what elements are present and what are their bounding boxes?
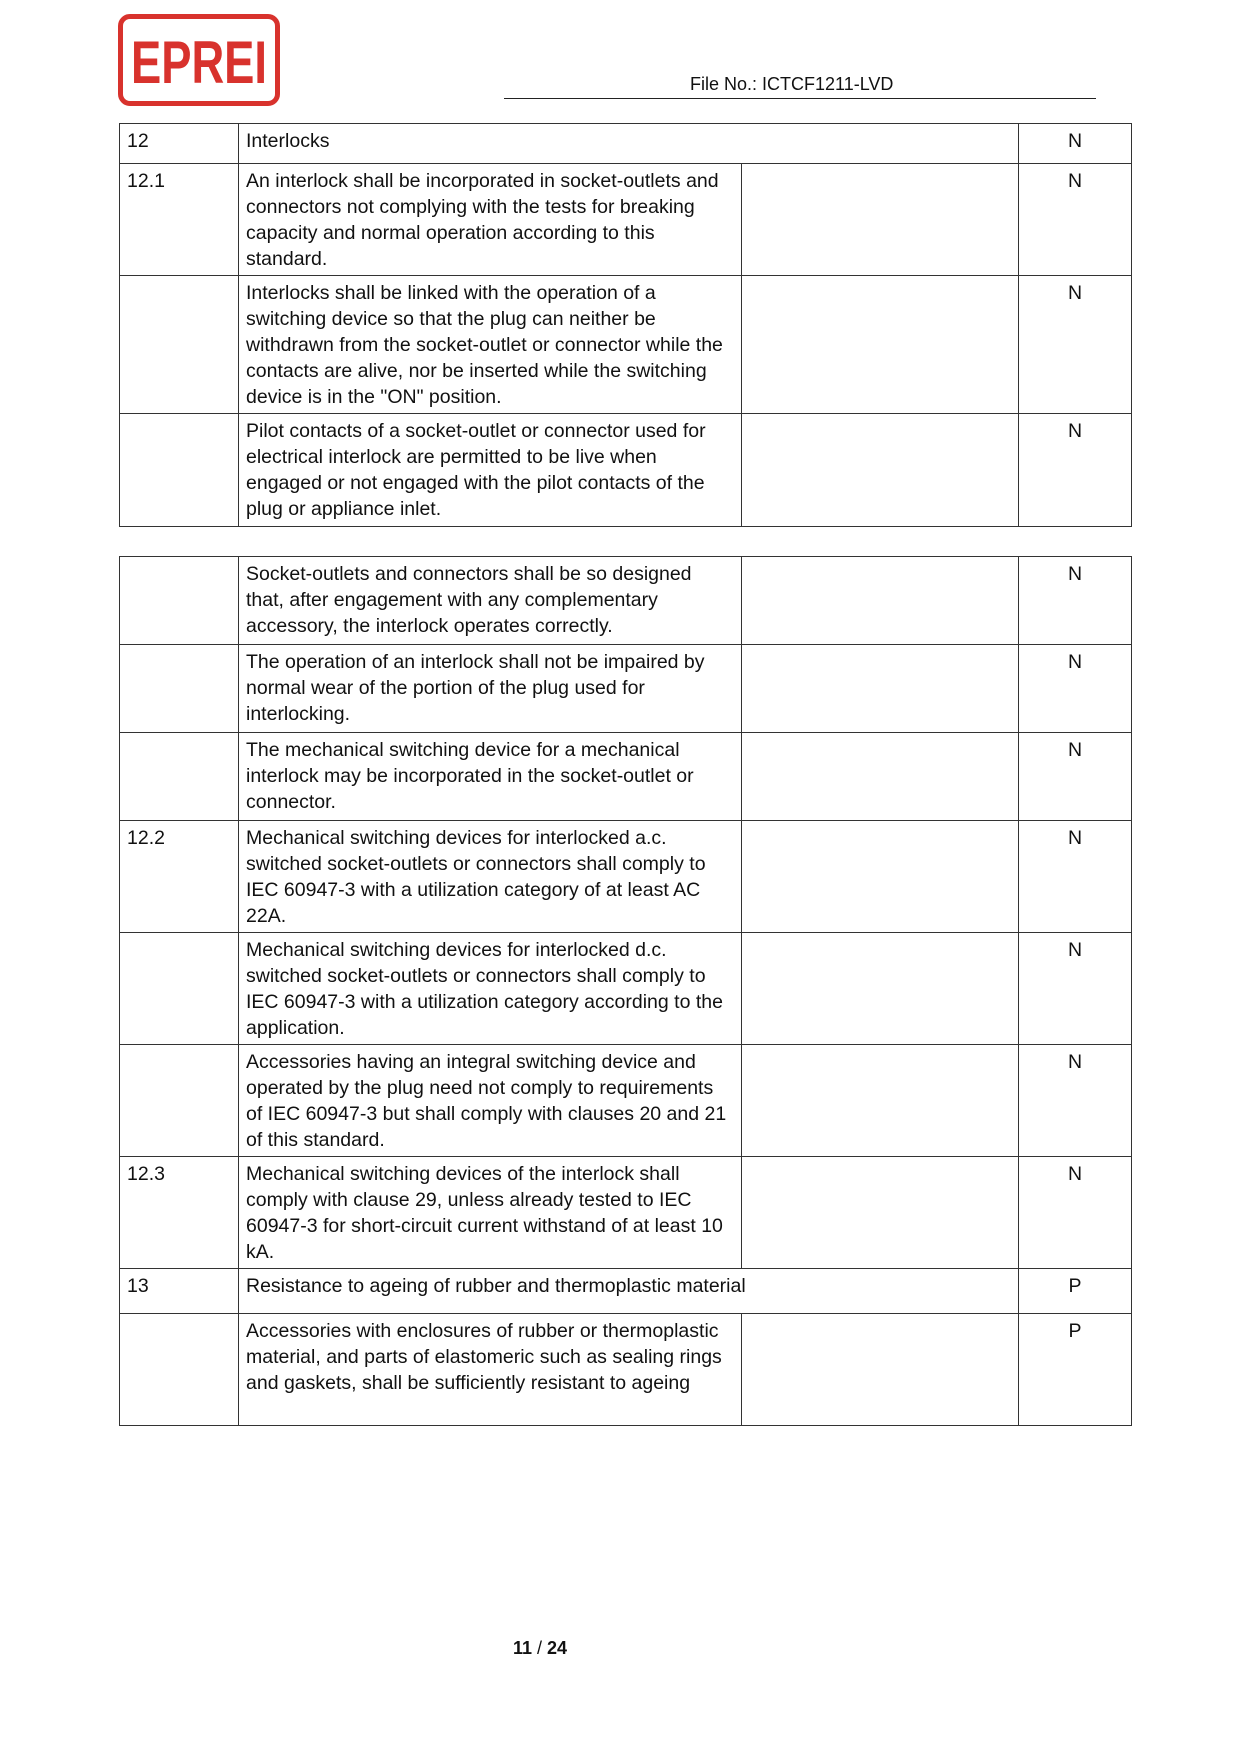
table-row <box>120 557 1132 645</box>
requirement-text: Accessories having an integral switching device and operated by the plug need not comply to requirements of IEC 60947-3 but shall comply with clauses 20 and 21 of this standard. <box>239 1045 742 1157</box>
verdict-cell: N <box>1019 1045 1132 1157</box>
requirement-text: Mechanical switching devices for interlocked d.c. switched socket-outlets or connectors shall comply to IEC 60947-3 with a utilization category according to the application. <box>239 933 742 1045</box>
table-row <box>120 733 1132 821</box>
clause-number: 12 <box>120 124 239 164</box>
clause-number <box>120 1314 239 1426</box>
verdict-cell: N <box>1019 821 1132 933</box>
table-row <box>120 1269 1132 1314</box>
verdict-cell: N <box>1019 645 1132 733</box>
verdict-cell: N <box>1019 276 1132 414</box>
result-cell <box>742 557 1019 645</box>
logo-text: EPREI <box>131 29 267 96</box>
result-cell <box>742 933 1019 1045</box>
result-cell <box>742 645 1019 733</box>
table-row <box>120 933 1132 1045</box>
table-row <box>120 276 1132 414</box>
result-cell <box>742 164 1019 276</box>
page-separator: / <box>531 1638 547 1658</box>
header-divider <box>504 98 1096 99</box>
verdict-cell: N <box>1019 164 1132 276</box>
clause-number: 13 <box>120 1269 239 1314</box>
requirement-text: Accessories with enclosures of rubber or thermoplastic material, and parts of elastomeric such as sealing rings and gaskets, shall be sufficiently resistant to ageing <box>239 1314 742 1426</box>
file-number: File No.: ICTCF1211-LVD <box>690 74 894 94</box>
verdict-cell: N <box>1019 124 1132 164</box>
result-cell <box>742 1314 1019 1426</box>
clause-number: 12.1 <box>120 164 239 276</box>
result-cell <box>742 1045 1019 1157</box>
verdict-cell: N <box>1019 733 1132 821</box>
result-cell <box>742 733 1019 821</box>
clause-number <box>120 933 239 1045</box>
table-body <box>120 124 1132 527</box>
clause-number <box>120 1045 239 1157</box>
verdict-cell: P <box>1019 1269 1132 1314</box>
clause-number <box>120 733 239 821</box>
clause-number <box>120 276 239 414</box>
clause-number <box>120 645 239 733</box>
logo-wordmark <box>126 27 272 96</box>
verdict-cell: N <box>1019 414 1132 527</box>
result-cell <box>742 821 1019 933</box>
table-row <box>120 821 1132 933</box>
verdict-cell: N <box>1019 557 1132 645</box>
result-cell <box>742 1157 1019 1269</box>
current-page: 11 <box>512 1638 532 1658</box>
requirement-text: Interlocks shall be linked with the operation of a switching device so that the plug can neither be withdrawn from the socket-outlet or connector while the contacts are alive, nor be inserted while the switching device is in the "ON" position. <box>239 276 742 414</box>
table-row <box>120 414 1132 527</box>
table-row <box>120 1157 1132 1269</box>
result-cell <box>742 414 1019 527</box>
requirement-text: An interlock shall be incorporated in socket-outlets and connectors not complying with the tests for breaking capacity and normal operation according to this standard. <box>239 164 742 276</box>
verdict-cell: N <box>1019 1157 1132 1269</box>
verdict-cell: N <box>1019 933 1132 1045</box>
company-logo <box>118 14 280 106</box>
requirement-text: Socket-outlets and connectors shall be so designed that, after engagement with any complementary accessory, the interlock operates correctly. <box>239 557 742 645</box>
requirement-text: Pilot contacts of a socket-outlet or connector used for electrical interlock are permitted to be live when engaged or not engaged with the pilot contacts of the plug or appliance inlet. <box>239 414 742 527</box>
table-row <box>120 124 1132 164</box>
requirement-text: The operation of an interlock shall not be impaired by normal wear of the portion of the plug used for interlocking. <box>239 645 742 733</box>
table-row <box>120 1045 1132 1157</box>
table-row <box>120 645 1132 733</box>
clause-number <box>120 414 239 527</box>
table-row <box>120 164 1132 276</box>
result-cell <box>742 276 1019 414</box>
requirement-text: Mechanical switching devices for interlocked a.c. switched socket-outlets or connectors shall comply to IEC 60947-3 with a utilization category of at least AC 22A. <box>239 821 742 933</box>
table-row <box>120 1314 1132 1426</box>
test-report-table-1 <box>119 123 1132 527</box>
requirement-text: The mechanical switching device for a mechanical interlock may be incorporated in the socket-outlet or connector. <box>239 733 742 821</box>
clause-number <box>120 557 239 645</box>
test-report-table-2 <box>119 556 1132 1426</box>
total-pages: 24 <box>547 1638 568 1658</box>
requirement-text: Interlocks <box>239 124 1019 164</box>
page-number <box>0 1638 1080 1659</box>
table-body <box>120 557 1132 1426</box>
requirement-text: Mechanical switching devices of the interlock shall comply with clause 29, unless already tested to IEC 60947-3 for short-circuit current withstand of at least 10 kA. <box>239 1157 742 1269</box>
clause-number: 12.2 <box>120 821 239 933</box>
requirement-text: Resistance to ageing of rubber and thermoplastic material <box>239 1269 1019 1314</box>
verdict-cell: P <box>1019 1314 1132 1426</box>
clause-number: 12.3 <box>120 1157 239 1269</box>
